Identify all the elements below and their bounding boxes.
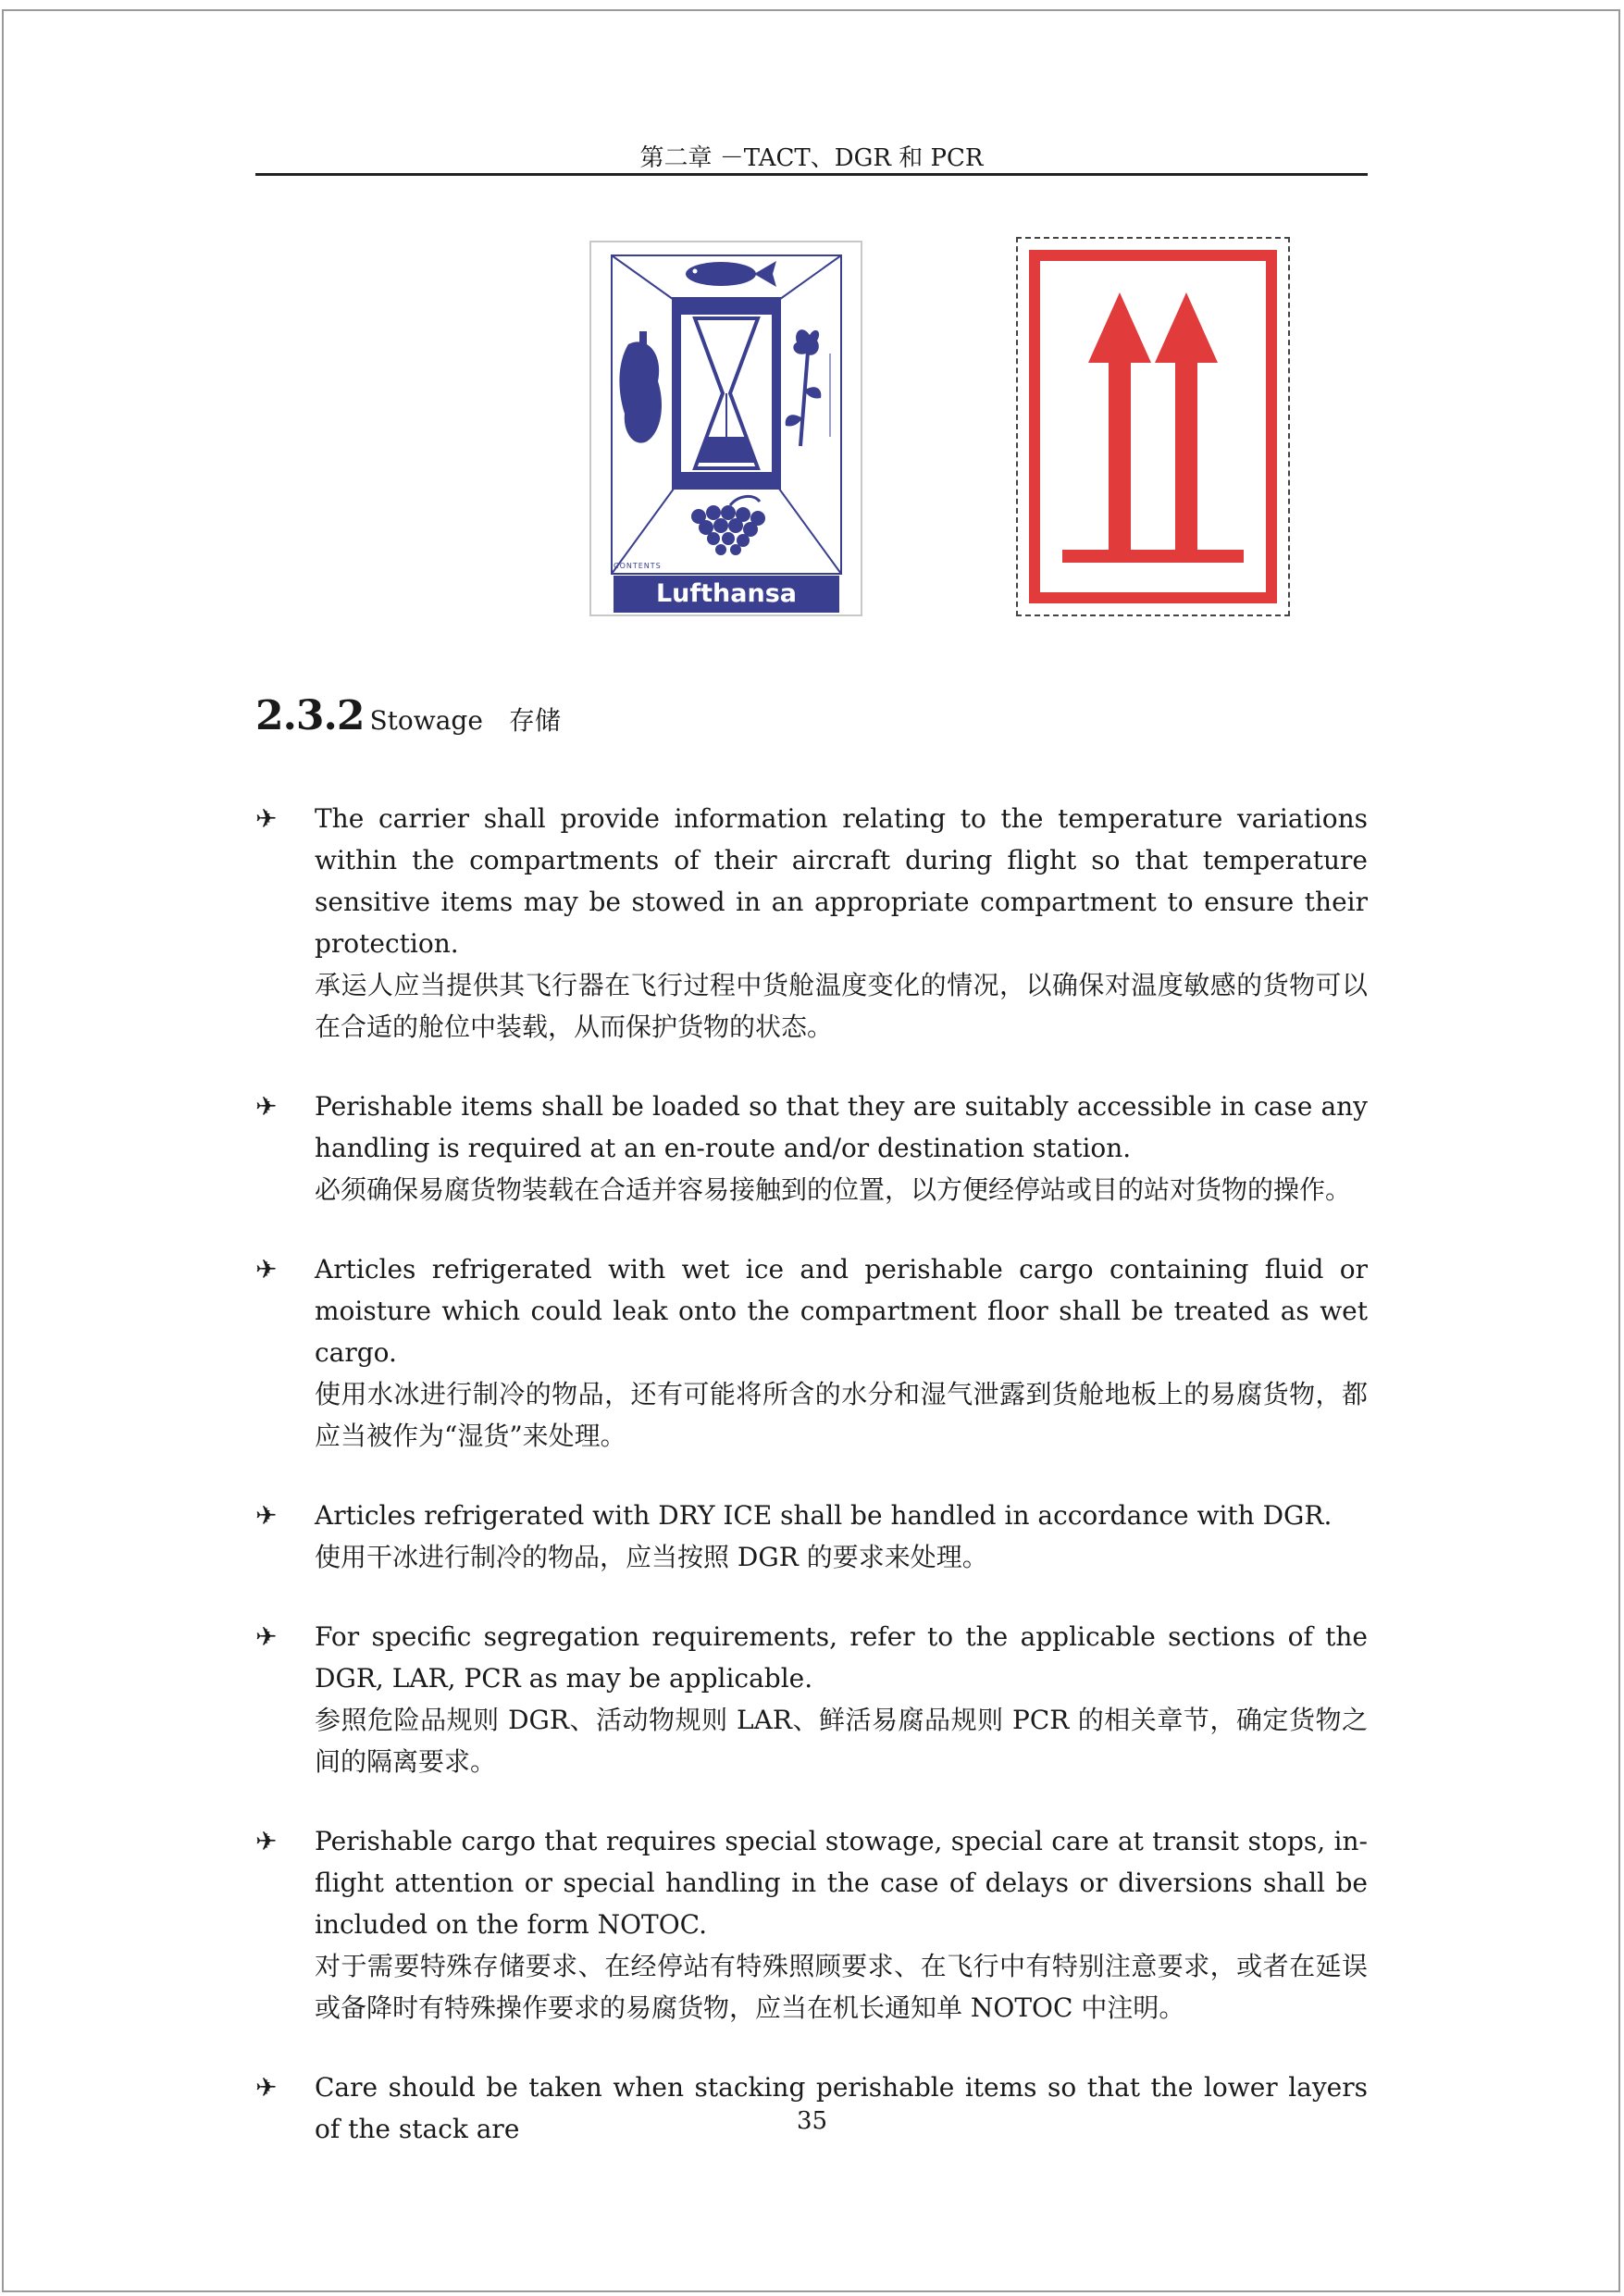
list-item [255,1616,1368,1782]
list-item [255,798,1368,1048]
bullet-english-text: Articles refrigerated with DRY ICE shall be handled in accordance with DGR. [315,1500,1333,1531]
bullet-english-text: Articles refrigerated with wet ice and perishable cargo containing fluid or moisture which could leak onto the compartment floor shall be treated as wet cargo. [315,1254,1368,1368]
airplane-bullet-icon: ✈ [255,1254,278,1285]
bullet-chinese-text: 承运人应当提供其飞行器在飞行过程中货舱温度变化的情况，以确保对温度敏感的货物可以在合适的舱位中装载，从而保护货物的状态。 [315,970,1368,1042]
page-number: 35 [796,2107,828,2135]
grapes-icon [691,496,765,555]
lufthansa-perishable-label [589,241,862,616]
this-way-up-arrows-icon [1018,239,1288,614]
perishable-pictogram-icon [591,242,861,614]
airplane-bullet-icon: ✈ [255,2072,278,2103]
running-header: 第二章 －TACT、DGR 和 PCR [639,144,984,172]
bullet-english-text: Perishable cargo that requires special stowage, special care at transit stops, in-flight attention or special handling in the case of delays or diversions shall be included on the form NOTOC. [315,1826,1368,1940]
lufthansa-brand-band: Lufthansa [614,576,839,613]
section-number: 2.3.2 [255,692,365,739]
list-item [255,1248,1368,1457]
flower-icon [786,329,830,446]
bullet-chinese-text: 使用干冰进行制冷的物品，应当按照 DGR 的要求来处理。 [315,1542,988,1572]
meat-icon [619,331,662,443]
bullet-chinese-text: 必须确保易腐货物装载在合适并容易接触到的位置，以方便经停站或目的站对货物的操作。 [315,1174,1352,1205]
list-item [255,1820,1368,2029]
airplane-bullet-icon: ✈ [255,803,278,834]
airplane-bullet-icon: ✈ [255,1500,278,1531]
airplane-bullet-icon: ✈ [255,1091,278,1122]
bullet-english-text: The carrier shall provide information relating to the temperature variations within the compartments of their aircraft during flight so that temperature sensitive items may be stowed in an appropriate compartment to ensure their protection. [315,803,1368,959]
bullet-english-text: Care should be taken when stacking perishable items so that the lower layers of the stack are [315,2072,1368,2144]
bullet-english-text: For specific segregation requirements, refer to the applicable sections of the DGR, LAR, PCR as may be applicable. [315,1621,1368,1694]
section-heading [255,692,561,739]
bullet-list [255,798,1368,2188]
contents-caption: CONTENTS [614,562,662,570]
header-rule [255,173,1368,176]
list-item [255,1495,1368,1578]
this-way-up-label [1016,237,1290,616]
bullet-english-text: Perishable items shall be loaded so that they are suitably accessible in case any handling is required at an en-route and/or destination station. [315,1091,1368,1163]
airplane-bullet-icon: ✈ [255,1826,278,1856]
airplane-bullet-icon: ✈ [255,1621,278,1652]
list-item [255,1086,1368,1210]
section-title: Stowage 存储 [369,705,561,736]
fish-icon [686,261,776,287]
hourglass-icon [676,302,776,485]
bullet-chinese-text: 对于需要特殊存储要求、在经停站有特殊照顾要求、在飞行中有特别注意要求，或者在延误或备降时有特殊操作要求的易腐货物，应当在机长通知单 NOTOC 中注明。 [315,1951,1368,2023]
bullet-chinese-text: 参照危险品规则 DGR、活动物规则 LAR、鲜活易腐品规则 PCR 的相关章节，确定货物之间的隔离要求。 [315,1705,1368,1777]
bullet-chinese-text: 使用水冰进行制冷的物品，还有可能将所含的水分和湿气泄露到货舱地板上的易腐货物，都应当被作为“湿货”来处理。 [315,1379,1368,1451]
